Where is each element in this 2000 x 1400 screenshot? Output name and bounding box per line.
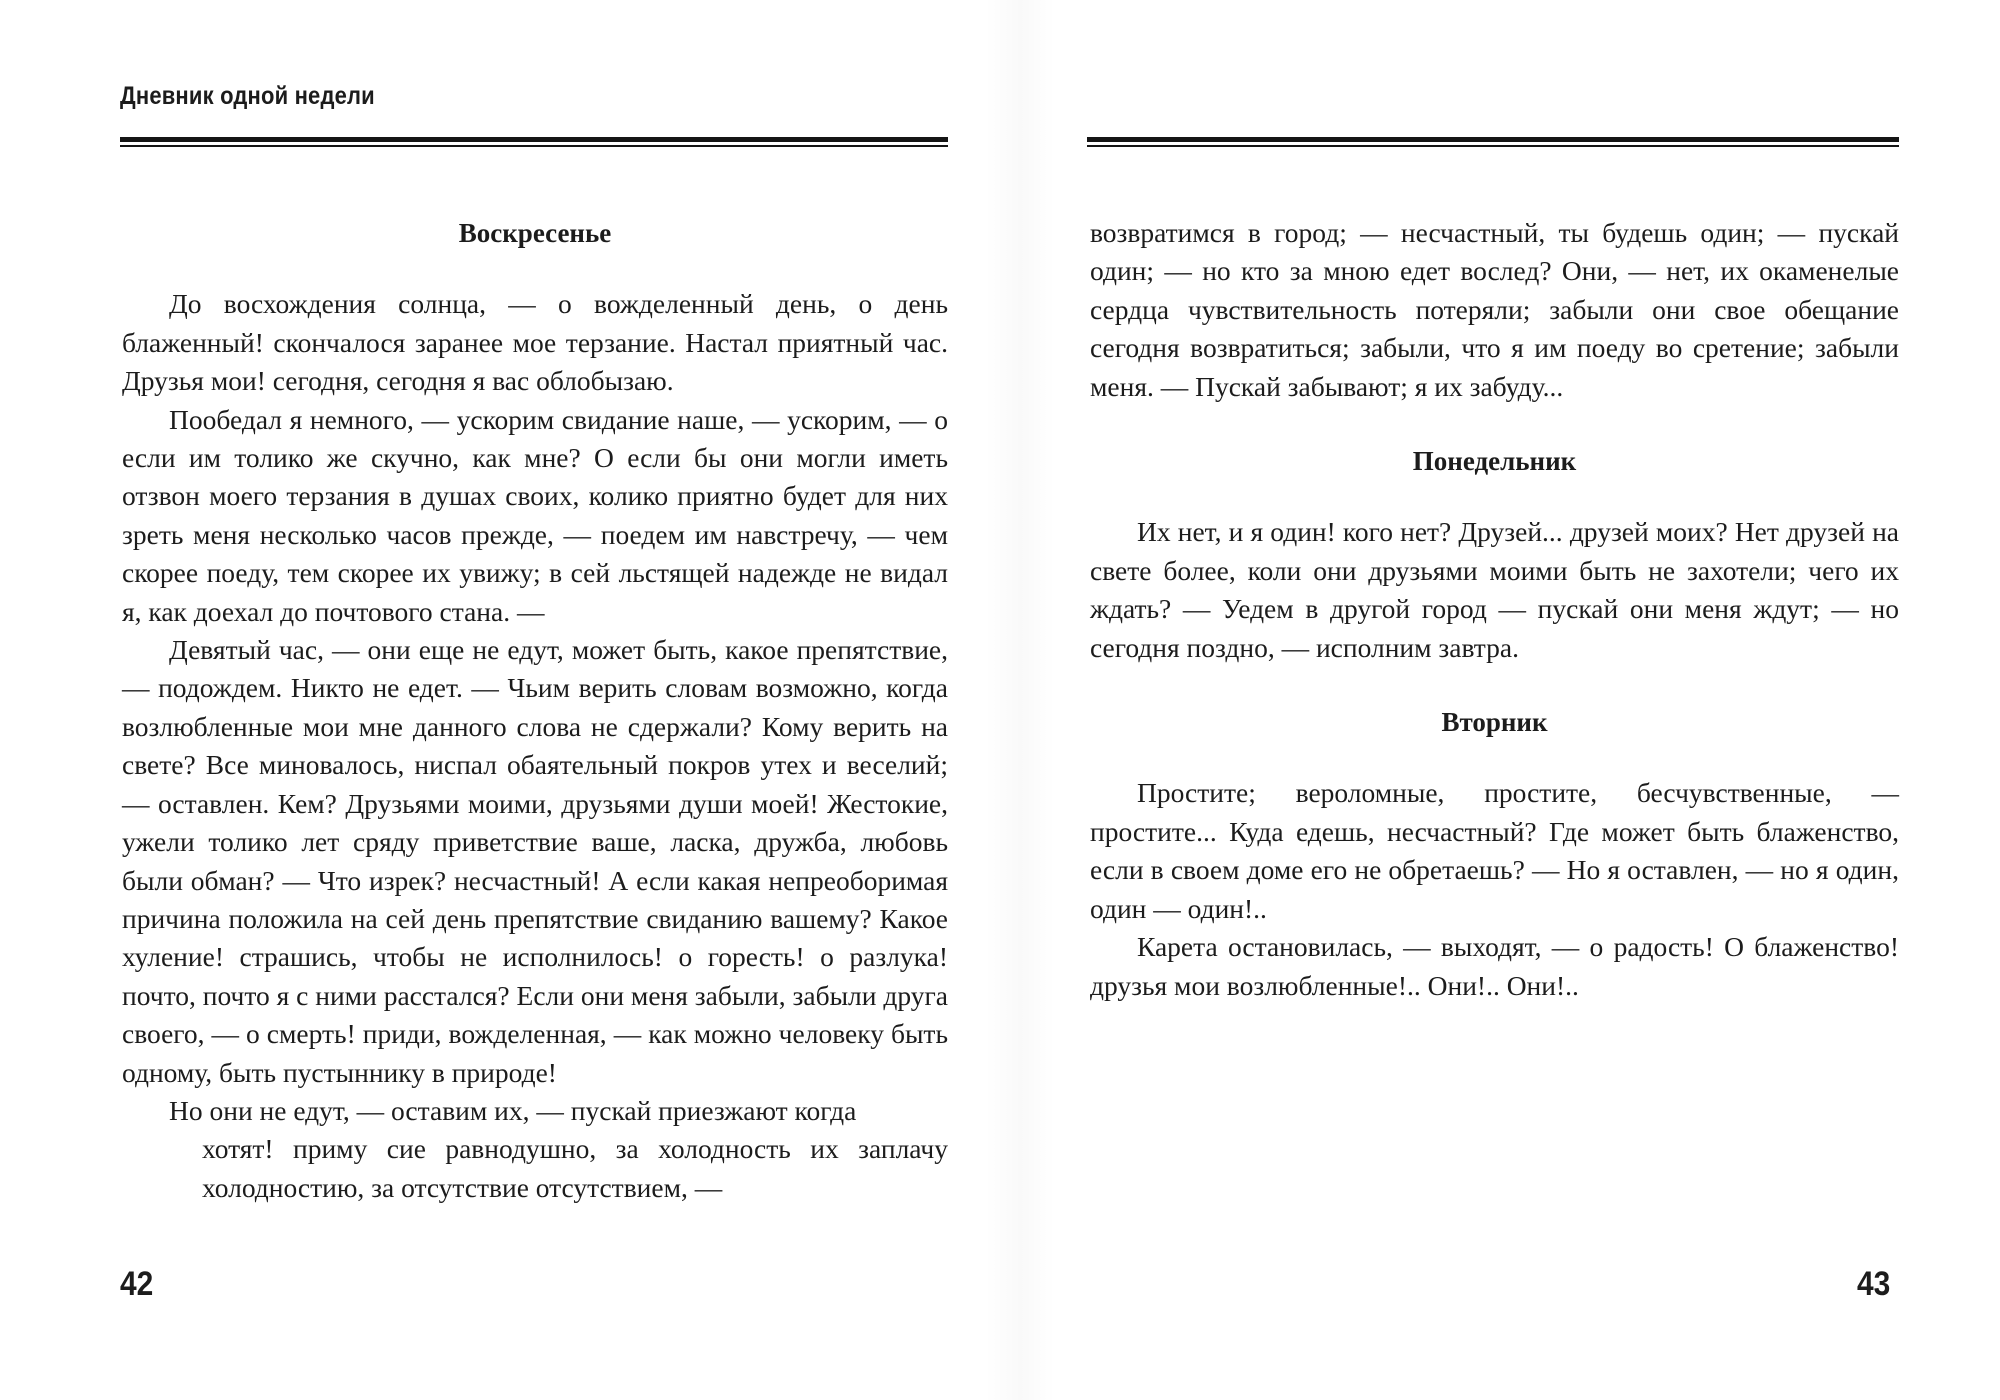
paragraph: Но они не едут, — оставим их, — пускай приезжают когда: [169, 1094, 857, 1126]
section-title-sunday: Воскресенье: [458, 218, 612, 248]
paragraph: До восхождения солнца, — о вожделенный день, о день блаженный! скончалося заранее мое терзание. Настал приятный час. Друзья мои! сегодня, сегодня я вас облобызаю.: [122, 288, 948, 397]
right-page-body: [1090, 214, 1899, 1005]
page-number-left: 42: [120, 1265, 154, 1303]
paragraph-wrapped: хотят! приму сие равнодушно, за холодность их заплачу холодностию, за отсутствие отсутствием, —: [202, 1133, 948, 1203]
header-rule-right: [1087, 137, 1899, 147]
paragraph: Карета остановилась, — выходят, — о радость! О блаженство! друзья мои возлюбленные!.. Они!.. Они!..: [1090, 931, 1899, 1001]
header-rule-left: [120, 137, 948, 147]
section-title-tuesday: Вторник: [1441, 707, 1548, 738]
page-number-right: 43: [1857, 1265, 1891, 1303]
paragraph: Их нет, и я один! кого нет? Друзей... друзей моих? Нет друзей на свете более, коли они друзьями моими быть не захотели; чего их ждать? — Уедем в другой город — пускай они меня ждут; — но сегодня поздно, — исполним завтра.: [1090, 516, 1899, 663]
running-head: Дневник одной недели: [120, 82, 375, 110]
paragraph: Простите; вероломные, простите, бесчувственные, — простите... Куда едешь, несчастный? Где может быть блаженство, если в своем доме его не обретаешь? — Но я оставлен, — но я один, один — один!..: [1090, 777, 1899, 924]
paragraph-continuation: возвратимся в город; — несчастный, ты будешь один; — пускай один; — но кто за мною едет вослед? Они, — нет, их окаменелые сердца чувствительность потеряли; забыли они свое обещание сегодня возвратиться; забыли, что я им поеду во сретение; забыли меня. — Пускай забывают; я их забуду...: [1090, 217, 1899, 402]
left-page-body: [122, 214, 948, 1207]
paragraph: Пообедал я немного, — ускорим свидание наше, — ускорим, — о если им толико же скучно, как мне? О если бы они могли иметь отзвон моего терзания в душах своих, колико приятно будет для них зреть меня несколько часов прежде, — поедем им навстречу, — чем скорее поеду, тем скорее их увижу; в сей льстящей надежде не видал я, как доехал до почтового стана. —: [122, 403, 948, 627]
book-gutter-shadow: [985, 0, 1055, 1400]
section-title-monday: Понедельник: [1412, 446, 1577, 477]
paragraph: Девятый час, — они еще не едут, может быть, какое препятствие, — подождем. Никто не едет. — Чьим верить словам возможно, когда возлюбленные мои мне данного слова не сдержали? Кому верить на свете? Все миновалось, ниспал обаятельный покров утех и веселий; — оставлен. Кем? Друзьями моими, друзьями души моей! Жестокие, ужели толико лет сряду приветствие ваше, ласка, дружба, любовь были обман? — Что изрек? несчастный! А если какая непреоборимая причина положила на сей день препятствие свиданию вашему? Какое хуление! страшись, чтобы не исполнилось! о горесть! о разлука! почто, почто я с ними расстался? Если они меня забыли, забыли друга своего, — о смерть! приди, вожделенная, — как можно человеку быть одному, быть пустыннику в природе!: [122, 634, 948, 1088]
